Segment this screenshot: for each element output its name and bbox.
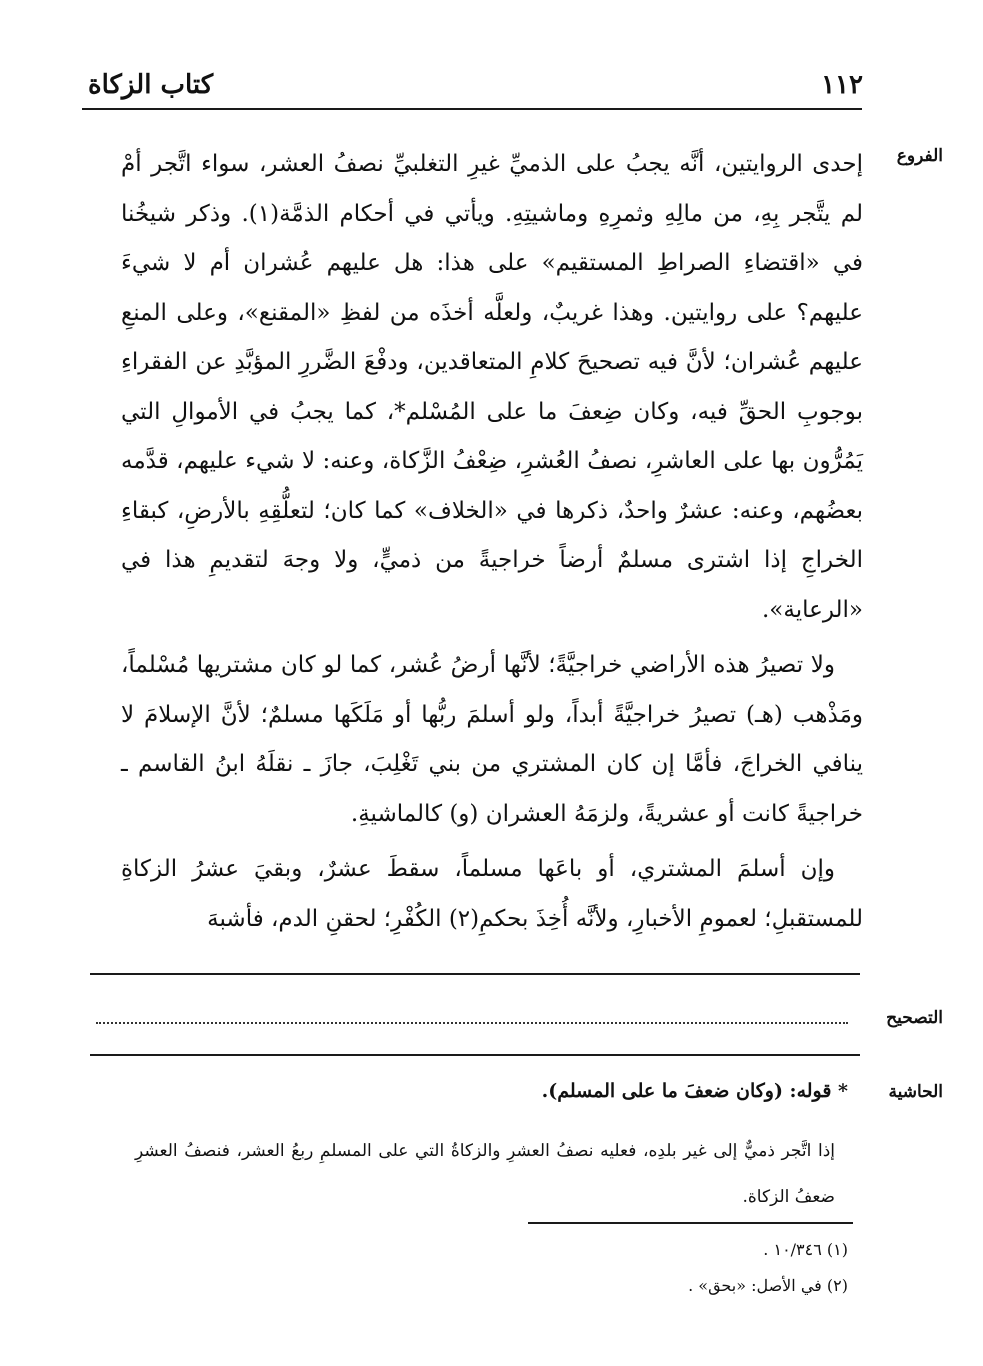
header-rule [82,108,862,110]
margin-label-tashih: التصحيح [886,1008,943,1028]
tashih-dotted-line [96,1022,848,1024]
footnote-2: (٢) في الأصل: «بحق» . [688,1276,848,1295]
section-rule-top [90,973,860,975]
main-paragraph-2: ولا تصيرُ هذه الأراضي خراجيَّةً؛ لأنَّها أرضُ عُشر، كما لو كان مشتريها مُسْلماً، ومَذْهب (هـ) تصيرُ خراجيَّةً أبداً، ولو أسلمَ ربُّها أو مَلَكَها مسلمٌ؛ لأنَّ الإسلامَ لا ينافي الخراجَ، فأمَّا إن كان المشتري من بني تَغْلِبَ، جازَ ـ نقلَهُ ابنُ القاسم ـ خراجيةً كانت أو عشريةً، ولزمَهُ العشران (و) كالماشيةِ. [121,652,863,827]
main-text [121,140,863,944]
page-number: ١١٢ [821,70,863,100]
section-rule-bottom [90,1054,860,1056]
footnote-rule [528,1222,853,1224]
main-paragraph-3: وإن أسلمَ المشتري، أو باعَها مسلماً، سقطَ عشرٌ، وبقيَ عشرُ الزكاةِ للمستقبلِ؛ لعمومِ الأخبارِ، ولأنَّه أُخِذَ بحكمِ(٢) الكُفْرِ؛ لحقنِ الدم، فأشبهَ [121,856,863,932]
hashiya-body: إذا اتَّجر ذميٌّ إلى غير بلدِه، فعليه نصفُ العشرِ والزكاةُ التي على المسلمِ ربعُ العشر، فنصفُ العشرِ ضعفُ الزكاة. [135,1141,835,1207]
margin-label-furu: الفروع [896,146,943,166]
main-paragraph-1: إحدى الروايتين، أنَّه يجبُ على الذميِّ غيرِ التغلبيِّ نصفُ العشر، سواء اتَّجر أمْ لم يتَّجر بِهِ، من مالِهِ وثمرِهِ وماشيتِهِ. ويأتي في أحكام الذمَّة(١). وذكر شيخُنا في «اقتضاءِ الصراطِ المستقيم» على هذا: هل عليهم عُشران أم لا شيءَ عليهم؟ على روايتين. وهذا غريبٌ، ولعلَّه أخذَه من لفظِ «المقنع»، وعلى المنعِ عليهم عُشران؛ لأنَّ فيه تصحيحَ كلامِ المتعاقدين، ودفْعَ الضَّررِ المؤبَّدِ عن الفقراءِ بوجوبِ الحقِّ فيه، وكان ضِعفَ ما على المُسْلم*، كما يجبُ في الأموالِ التي يَمُرُّون بها على العاشرِ، نصفُ العُشرِ، ضِعْفُ الزَّكاة، وعنه: لا شيء عليهم، قدَّمه بعضُهم، وعنه: عشرٌ واحدٌ، ذكرها في «الخلاف» كما كان؛ لتعلُّقِهِ بالأرضِ، كبقاءِ الخراجِ إذا اشترى مسلمٌ أرضاً خراجيةً من ذميٍّ، ولا وجهَ لتقديمِ هذا في «الرعاية». [121,151,864,623]
footnote-1: (١) ١٠/٣٤٦ . [763,1240,848,1259]
hashiya-heading: * قوله: (وكان ضعفَ ما على المسلم). [541,1080,848,1102]
margin-label-hashiya: الحاشية [888,1082,943,1102]
running-title: كتاب الزكاة [88,70,214,100]
